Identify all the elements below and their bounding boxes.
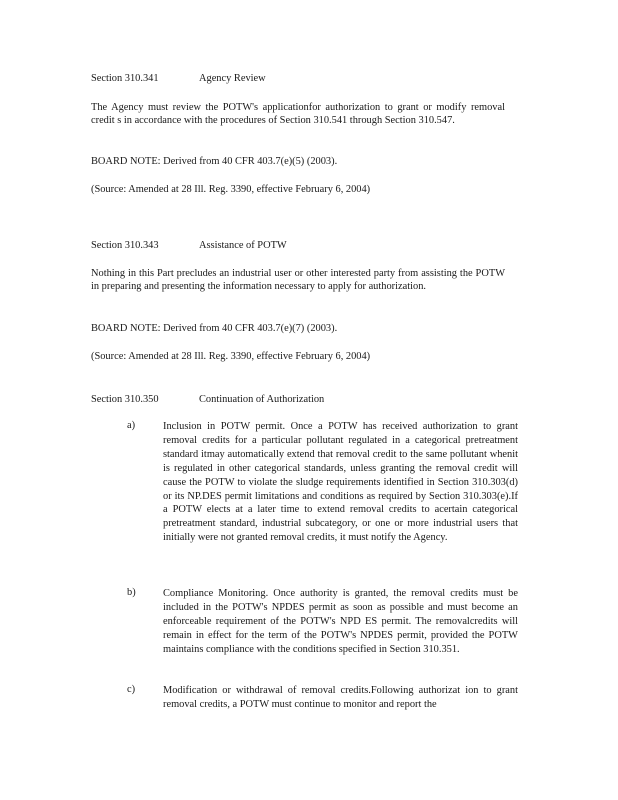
section-heading bbox=[91, 240, 287, 251]
section-heading bbox=[91, 73, 266, 84]
section-body bbox=[91, 267, 505, 294]
section-body bbox=[91, 101, 505, 128]
item-text: Compliance Monitoring. Once authority is granted, the removal credits must be included in the POTW's NPDES permit as soon as possible and must become an enforceable requirement of the POTW's NPD ES permit. The removalcredits will remain in effect for the term of the POTW's NPDES permit, provided the POTW maintains compliance with the conditions specified in Section 310.351. bbox=[163, 588, 518, 655]
section-title: Agency Review bbox=[199, 73, 266, 84]
item-text: Inclusion in POTW permit. Once a POTW has received authorization to grant removal credits for a particular pollutant regulated in a categorical pretreatment standard itmay automatically extend that removal credit to the same pollutant whenit is regulated in other categorical standards, unless granting the removal credit will cause the POTW to violate the sludge requirements identified in Section 310.303(d) or its NP.DES permit limitations and conditions as required by Section 310.303(e).If a POTW elects at a later time to extend removal credits to acertain categorical pretreatment standard, industrial subcategory, or one or more industrial users that initially were not granted removal credits, it must notify the Agency. bbox=[163, 421, 518, 544]
item-letter: b) bbox=[127, 587, 136, 598]
section-number: Section 310.350 bbox=[91, 394, 159, 405]
section-paragraph: Nothing in this Part precludes an industrial user or other interested party from assisting the POTW in preparing and presenting the information necessary to apply for authorization. bbox=[91, 268, 505, 293]
board-note: BOARD NOTE: Derived from 40 CFR 403.7(e)(7) (2003). bbox=[91, 323, 338, 334]
item-text: Modification or withdrawal of removal credits.Following authorizat ion to grant removal credits, a POTW must continue to monitor and report the bbox=[163, 685, 518, 710]
source-note: (Source: Amended at 28 Ill. Reg. 3390, effective February 6, 2004) bbox=[91, 351, 371, 362]
section-number: Section 310.341 bbox=[91, 73, 159, 84]
item-letter: a) bbox=[127, 420, 136, 431]
section-heading bbox=[91, 394, 324, 405]
board-note: BOARD NOTE: Derived from 40 CFR 403.7(e)(5) (2003). bbox=[91, 156, 338, 167]
section-paragraph: The Agency must review the POTW's applicationfor authorization to grant or modify removal credit s in accordance with the procedures of Section 310.541 through Section 310.547. bbox=[91, 102, 505, 127]
section-number: Section 310.343 bbox=[91, 240, 159, 251]
item-letter: c) bbox=[127, 684, 136, 695]
section-title: Assistance of POTW bbox=[199, 240, 287, 251]
section-title: Continuation of Authorization bbox=[199, 394, 325, 405]
source-note: (Source: Amended at 28 Ill. Reg. 3390, effective February 6, 2004) bbox=[91, 184, 371, 195]
